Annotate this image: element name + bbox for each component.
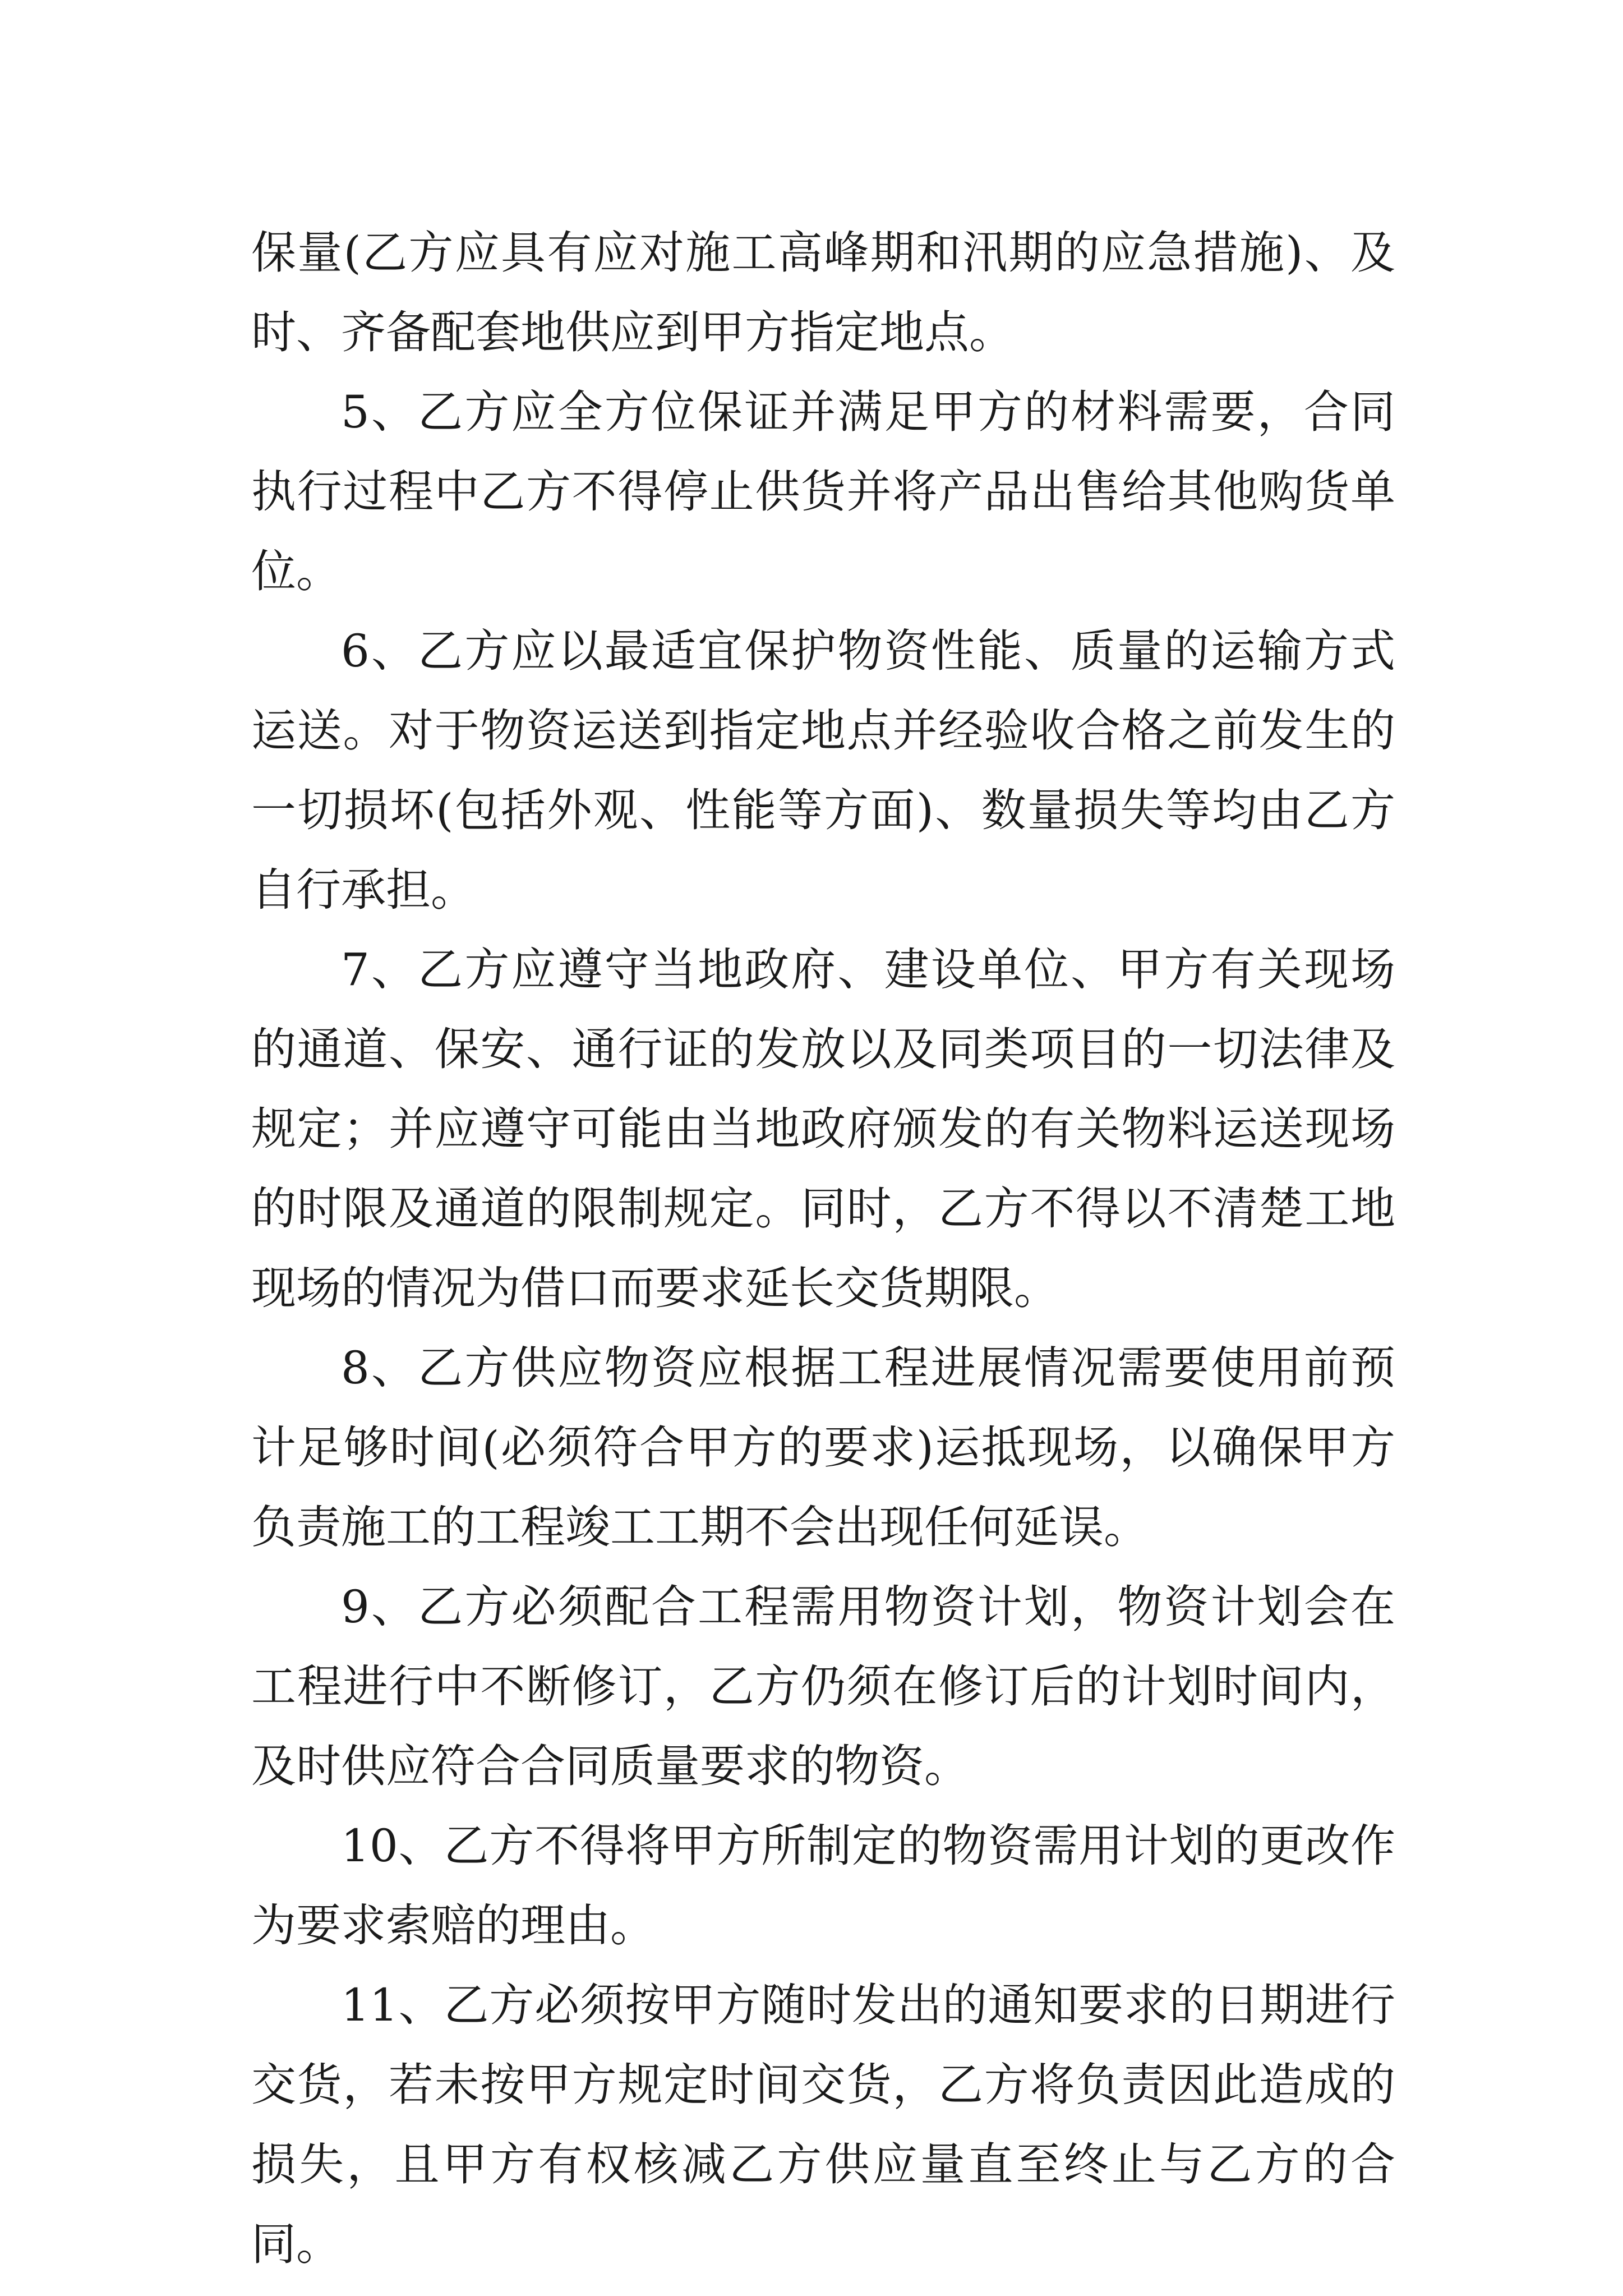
clause-7: 7、乙方应遵守当地政府、建设单位、甲方有关现场的通道、保安、通行证的发放以及同类项目的一切法律及规定；并应遵守可能由当地政府颁发的有关物料运送现场的时限及通道的限制规定。同时，乙方不得以不清楚工地现场的情况为借口而要求延长交货期限。	[251, 944, 1395, 1314]
clause-8: 8、乙方供应物资应根据工程进展情况需要使用前预计足够时间(必须符合甲方的要求)运抵现场，以确保甲方负责施工的工程竣工工期不会出现任何延误。	[251, 1342, 1395, 1553]
paragraph-continuation: 保量(乙方应具有应对施工高峰期和汛期的应急措施)、及时、齐备配套地供应到甲方指定地点。	[251, 227, 1395, 358]
clause-11: 11、乙方必须按甲方随时发出的通知要求的日期进行交货，若未按甲方规定时间交货，乙方将负责因此造成的损失，且甲方有权核减乙方供应量直至终止与乙方的合同。	[251, 1979, 1395, 2270]
clause-9: 9、乙方必须配合工程需用物资计划，物资计划会在工程进行中不断修订，乙方仍须在修订后的计划时间内，及时供应符合合同质量要求的物资。	[251, 1581, 1395, 1792]
clause-10: 10、乙方不得将甲方所制定的物资需用计划的更改作为要求索赔的理由。	[251, 1820, 1395, 1952]
document-body	[251, 213, 1395, 2284]
clause-5: 5、乙方应全方位保证并满足甲方的材料需要，合同执行过程中乙方不得停止供货并将产品出售给其他购货单位。	[251, 386, 1395, 597]
clause-6: 6、乙方应以最适宜保护物资性能、质量的运输方式运送。对于物资运送到指定地点并经验收合格之前发生的一切损坏(包括外观、性能等方面)、数量损失等均由乙方自行承担。	[251, 625, 1395, 916]
